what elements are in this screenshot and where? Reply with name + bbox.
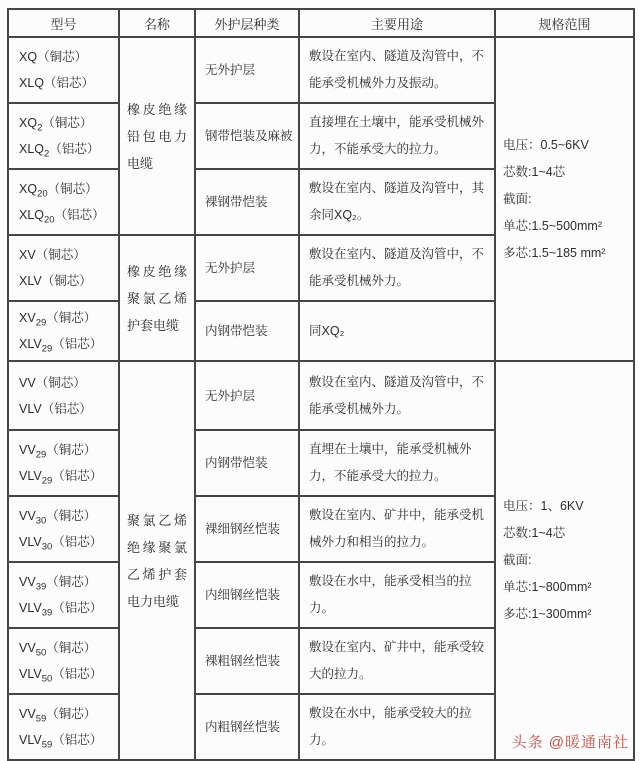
spec-line: 芯数:1~4芯 <box>503 164 566 179</box>
model-code <box>19 463 116 489</box>
model-base: XV <box>19 248 36 262</box>
model-code <box>19 503 116 529</box>
model-code <box>19 44 116 70</box>
header-use: 主要用途 <box>299 9 495 37</box>
header-name: 名称 <box>119 9 195 37</box>
model-base: VLV <box>19 401 42 416</box>
model-subscript: 30 <box>35 515 47 527</box>
sheath-type-cell: 内细钢丝恺装 <box>195 562 299 628</box>
model-base: VV <box>19 575 36 589</box>
sheath-type-cell: 内粗钢丝恺装 <box>195 694 299 760</box>
model-cell <box>8 628 119 694</box>
model-subscript: 59 <box>41 739 53 751</box>
model-cell <box>8 496 119 562</box>
model-core-type: （铜芯） <box>46 575 97 589</box>
model-code <box>19 70 116 96</box>
model-subscript: 39 <box>35 581 47 593</box>
model-subscript: 29 <box>41 475 53 487</box>
model-base: VV <box>19 707 36 721</box>
model-subscript: 20 <box>44 214 55 226</box>
model-core-type: （铜芯） <box>46 443 97 457</box>
model-subscript: 50 <box>41 673 53 685</box>
main-use-cell: 敷设在室内、隧道及沟管中，其余同XQ₂。 <box>299 169 495 235</box>
sheath-type-cell: 裸细钢丝恺装 <box>195 496 299 562</box>
model-base: XQ <box>19 50 38 64</box>
model-core-type: （铜芯） <box>47 182 98 196</box>
model-subscript: 29 <box>41 343 53 355</box>
header-model: 型号 <box>8 9 119 37</box>
main-use-cell: 敷设在室内、隧道及沟管中，不能承受机械外力及振动。 <box>299 37 495 103</box>
sheath-type-cell: 无外护层 <box>195 37 299 103</box>
model-code <box>19 595 116 621</box>
main-use-cell: 同XQ₂ <box>299 301 495 361</box>
model-base: VLV <box>19 535 42 549</box>
model-base: XLV <box>19 274 42 288</box>
model-base: VV <box>19 443 36 457</box>
model-core-type: （铝芯） <box>52 337 103 351</box>
cable-name-cell: 橡皮绝缘铅包电力电缆 <box>119 37 195 235</box>
model-code <box>19 305 116 331</box>
main-use-cell: 敷设在水中，能承受较大的拉力。 <box>299 694 495 760</box>
model-base: VLV <box>19 733 42 747</box>
model-core-type: （铜芯） <box>46 509 97 523</box>
spec-line: 多芯:1~300mm² <box>503 607 592 621</box>
main-use-cell: 敷设在室内、矿井中，能承受较大的拉力。 <box>299 628 495 694</box>
cable-name-cell: 橡皮绝缘聚氯乙烯护套电缆 <box>119 235 195 361</box>
sheath-type-cell: 裸钢带恺装 <box>195 169 299 235</box>
model-code <box>19 202 116 228</box>
sheath-type-cell: 内钢带恺装 <box>195 301 299 361</box>
sheath-type-cell: 裸粗钢丝恺装 <box>195 628 299 694</box>
model-core-type: （铝芯） <box>44 76 95 90</box>
main-use-cell: 敷设在室内、矿井中，能承受机械外力和相当的拉力。 <box>299 496 495 562</box>
model-subscript: 29 <box>35 449 47 461</box>
sheath-type-cell: 无外护层 <box>195 361 299 430</box>
model-subscript: 2 <box>37 122 43 134</box>
model-code <box>19 136 116 162</box>
model-subscript: 39 <box>41 607 53 619</box>
model-code <box>19 529 116 555</box>
cable-name-cell: 聚氯乙烯绝缘聚氯乙烯护套电力电缆 <box>119 361 195 760</box>
model-core-type: （铜芯） <box>42 116 93 130</box>
model-base: VV <box>19 375 36 390</box>
model-core-type: （铝芯） <box>54 208 105 222</box>
model-base: XLQ <box>19 142 45 156</box>
model-core-type: （铜芯） <box>46 641 97 655</box>
model-code <box>19 437 116 463</box>
model-base: XQ <box>19 182 38 196</box>
model-core-type: （铜芯） <box>35 375 86 390</box>
model-base: VLV <box>19 469 42 483</box>
cable-spec-table <box>7 8 635 761</box>
model-code <box>19 701 116 727</box>
model-core-type: （铜芯） <box>46 707 97 721</box>
model-code <box>19 242 116 268</box>
model-core-type: （铜芯） <box>37 50 88 64</box>
model-code <box>19 110 116 136</box>
model-code <box>19 268 116 294</box>
model-core-type: （铜芯） <box>35 248 86 262</box>
model-subscript: 59 <box>35 713 47 725</box>
model-base: XV <box>19 311 36 325</box>
main-use-cell: 直接埋在土壤中，能承受机械外力，不能承受大的拉力。 <box>299 103 495 169</box>
model-subscript: 30 <box>41 541 53 553</box>
table-header <box>8 9 634 37</box>
table-row <box>8 361 634 430</box>
spec-line: 电压：0.5~6KV <box>503 137 589 152</box>
spec-line: 单芯:1~800mm² <box>503 580 592 594</box>
spec-range-cell <box>495 361 634 760</box>
spec-range-cell <box>495 37 634 361</box>
header-sheath: 外护层种类 <box>195 9 299 37</box>
model-core-type: （铝芯） <box>52 535 103 549</box>
model-base: XLQ <box>19 76 45 90</box>
spec-line: 多芯:1.5~185 mm² <box>503 245 606 260</box>
main-use-cell: 敷设在水中，能承受相当的拉力。 <box>299 562 495 628</box>
model-core-type: （铝芯） <box>52 733 103 747</box>
model-cell <box>8 169 119 235</box>
sheath-type-cell: 内钢带恺装 <box>195 430 299 496</box>
model-core-type: （铝芯） <box>52 601 103 615</box>
sheath-type-cell: 钢带恺装及麻被 <box>195 103 299 169</box>
model-base: VV <box>19 509 36 523</box>
model-cell <box>8 430 119 496</box>
model-subscript: 2 <box>44 148 50 160</box>
model-code <box>19 331 116 357</box>
header-spec: 规格范围 <box>495 9 634 37</box>
model-base: XLV <box>19 337 42 351</box>
sheath-type-cell: 无外护层 <box>195 235 299 301</box>
spec-line: 截面: <box>503 191 532 206</box>
model-core-type: （铜芯） <box>46 311 97 325</box>
model-subscript: 50 <box>35 647 47 659</box>
model-base: XQ <box>19 116 38 130</box>
table-row <box>8 37 634 103</box>
model-code <box>19 569 116 595</box>
model-core-type: （铝芯） <box>49 142 100 156</box>
model-cell <box>8 694 119 760</box>
spec-line: 芯数:1~4芯 <box>503 526 566 540</box>
model-cell <box>8 361 119 430</box>
model-code <box>19 176 116 202</box>
model-core-type: （铝芯） <box>52 667 103 681</box>
model-code <box>19 727 116 753</box>
model-base: XLQ <box>19 208 45 222</box>
main-use-cell: 直埋在土壤中，能承受机械外力，不能承受大的拉力。 <box>299 430 495 496</box>
spec-line: 截面: <box>503 553 532 567</box>
model-code <box>19 661 116 687</box>
model-cell <box>8 103 119 169</box>
main-use-cell: 敷设在室内、隧道及沟管中，不能承受机械外力。 <box>299 235 495 301</box>
model-core-type: （铜芯） <box>41 274 92 288</box>
model-base: VV <box>19 641 36 655</box>
model-core-type: （铝芯） <box>52 469 103 483</box>
model-base: VLV <box>19 601 42 615</box>
main-use-cell: 敷设在室内、隧道及沟管中，不能承受机械外力。 <box>299 361 495 430</box>
toutiao-watermark: 头条 @暖通南社 <box>511 734 629 751</box>
model-code <box>19 396 116 422</box>
model-cell <box>8 562 119 628</box>
header-row <box>8 9 634 37</box>
model-cell <box>8 235 119 301</box>
model-cell <box>8 301 119 361</box>
model-base: VLV <box>19 667 42 681</box>
model-code <box>19 370 116 396</box>
spec-line: 单芯:1.5~500mm² <box>503 218 602 233</box>
model-code <box>19 635 116 661</box>
model-core-type: （铝芯） <box>41 401 92 416</box>
table-body <box>8 37 634 760</box>
model-subscript: 29 <box>35 317 47 329</box>
spec-line: 电压：1、6KV <box>503 499 584 513</box>
model-subscript: 20 <box>37 188 48 200</box>
model-cell <box>8 37 119 103</box>
